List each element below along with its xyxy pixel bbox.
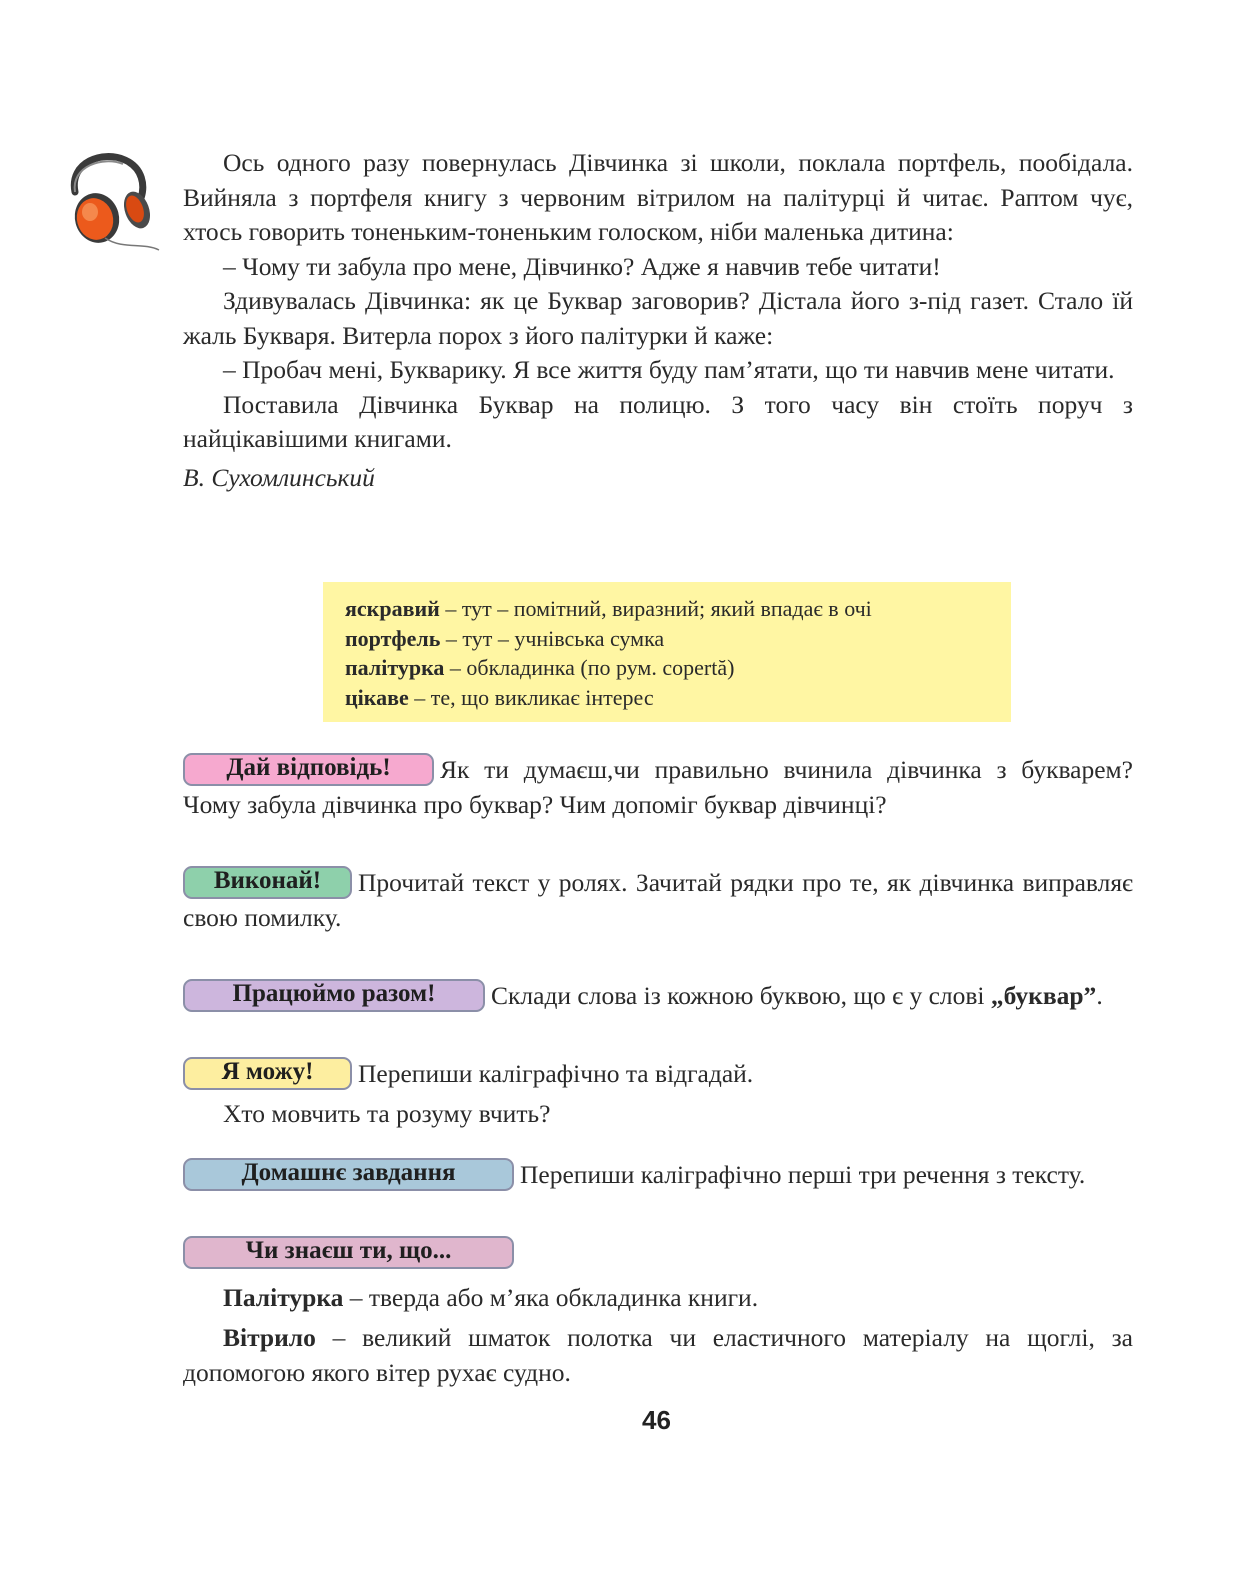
glossary-definition: – те, що викликає інтерес [408,684,654,710]
story-paragraph: – Чому ти забула про мене, Дівчинко? Адже я навчив тебе читати! [223,251,941,281]
glossary-definition: – обкладинка (по рум. copertă) [444,655,735,680]
fact-item [183,1321,1133,1390]
headphones-icon [55,152,167,256]
glossary-box [323,582,1011,722]
fact-definition: – великий шматок полотка чи еластичного матеріалу на щоглі, за допомогою якого вітер рухає судно. [183,1323,1133,1387]
page-number: 46 [642,1405,671,1435]
fact-definition: – тверда або м’яка обкладинка книги. [343,1282,759,1312]
glossary-entry [345,683,989,713]
glossary-entry [345,594,989,624]
fact-item [183,1281,1133,1316]
task-together [183,979,1133,1014]
task-text: Перепиши каліграфічно перші три речення з тексту. [520,1160,1086,1189]
task-do [183,866,1133,935]
fact-term: Вітрило [223,1323,316,1352]
glossary-entry [345,624,989,654]
together-label: Працюймо разом! [183,979,485,1012]
can-label: Я можу! [183,1057,352,1090]
task-know [183,1236,1133,1390]
glossary-definition: – тут – учнівська сумка [440,625,665,651]
task-text: Прочитай текст у ролях. Зачитай рядки про те, як дівчинка виправляє свою помилку. [183,868,1133,932]
glossary-term: цікаве [345,684,409,710]
glossary-term: палітурка [345,655,445,680]
task-text-end: . [1096,981,1103,1010]
glossary-entry [345,653,989,683]
glossary-term: портфель [345,625,441,651]
glossary-definition: – тут – помітний, виразний; який впадає в очі [439,596,872,621]
do-label: Виконай! [183,866,352,899]
story-paragraph: Ось одного разу повернулась Дівчинка зі школи, поклала портфель, пообідала. Вийняла з портфеля книгу з червоним вітрилом на палітурці й читає. Раптом чує, хтось говорить тоненьким-тоненьким голоском, ніби маленька дитина: [183,148,1133,246]
task-answer [183,753,1133,822]
task-home [183,1158,1133,1193]
home-label: Домашнє завдання [183,1158,514,1191]
task-text: Як ти думаєш,чи правильно вчинила дівчинка з букварем? Чому забула дівчинка про буквар? Чим допоміг буквар дівчинці? [183,755,1133,819]
answer-label: Дай відповідь! [183,753,434,786]
glossary-term: яскравий [345,596,440,621]
fact-term: Палітурка [223,1282,344,1312]
story-text [183,146,1133,495]
task-text: Склади слова із кожною буквою, що є у слові [491,981,991,1010]
keyword: „буквар” [990,981,1097,1010]
riddle-text: Хто мовчить та розуму вчить? [223,1098,551,1128]
story-paragraph: – Пробач мені, Букварику. Я все життя буду пам’ятати, що ти навчив мене читати. [223,355,1115,384]
know-label: Чи знаєш ти, що... [183,1236,514,1269]
story-paragraph: Поставила Дівчинка Буквар на полицю. З того часу він стоїть поруч з найцікавішими книгами. [183,389,1133,453]
author-name: В. Сухомлинський [183,462,375,492]
story-paragraph: Здивувалась Дівчинка: як це Буквар заговорив? Дістала його з-під газет. Стало їй жаль Букваря. Витерла порох з його палітурки й каже: [183,286,1133,350]
task-text: Перепиши каліграфічно та відгадай. [358,1059,754,1088]
task-can [183,1057,1133,1131]
